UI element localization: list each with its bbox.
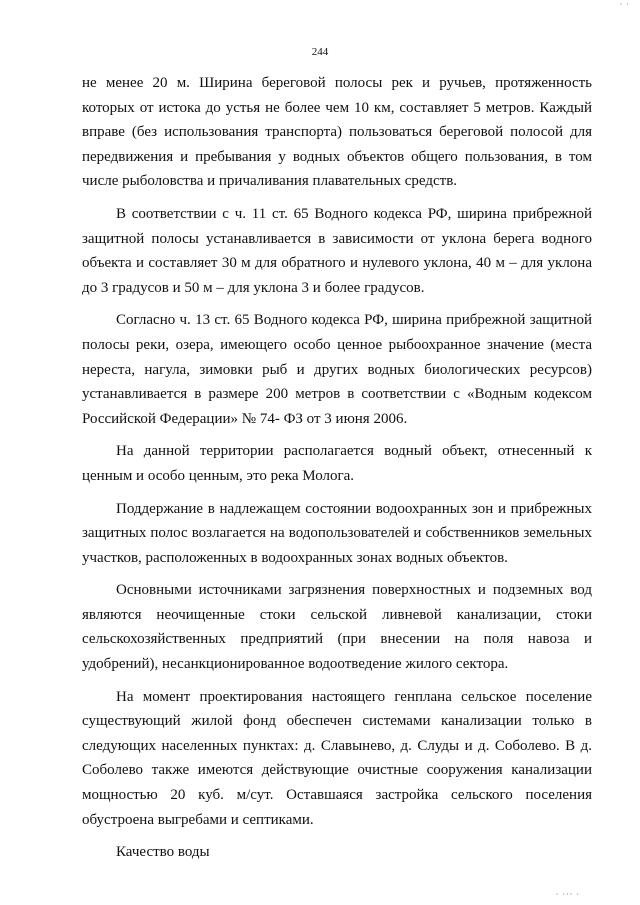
body-text bbox=[82, 71, 592, 865]
scan-mark-top: · · bbox=[619, 0, 630, 9]
paragraph-pollution-sources: Основными источниками загрязнения поверхностных и подземных вод являются неочищенные стоки сельской ливневой канализации, стоки сельскохозяйственных предприятий (при внесении на поля навоза и удобрений), несанкционированное водоотведение жилого сектора. bbox=[82, 582, 592, 673]
paragraph-maintenance: Поддержание в надлежащем состоянии водоохранных зон и прибрежных защитных полос возлагается на водопользователей и собственников земельных участков, расположенных в водоохранных зонах водных объектов. bbox=[82, 500, 592, 566]
paragraph-protective-strip-width: В соответствии с ч. 11 ст. 65 Водного кодекса РФ, ширина прибрежной защитной полосы устанавливается в зависимости от уклона берега водного объекта и составляет 30 м для обратного и нулевого уклона, 40 м – для уклона до 3 градусов и 50 м – для уклона 3 и более градусов. bbox=[82, 205, 592, 296]
paragraph-mologa-river: На данной территории располагается водный объект, отнесенный к ценным и особо ценным, это река Молога. bbox=[82, 443, 592, 484]
scan-mark-bottom: · ··· · bbox=[555, 890, 580, 899]
paragraph-fishery-value: Согласно ч. 13 ст. 65 Водного кодекса РФ, ширина прибрежной защитной полосы реки, озера, имеющего особо ценное рыбоохранное значение (места нереста, нагула, зимовки рыб и других водных биологических ресурсов) устанавливается в размере 200 метров в соответствии с «Водным кодексом Российской Федерации» № 74- ФЗ от 3 июня 2006. bbox=[82, 312, 592, 427]
paragraph-riverbank-strip: не менее 20 м. Ширина береговой полосы рек и ручьев, протяженность которых от истока до устья не более чем 10 км, составляет 5 метров. Каждый вправе (без использования транспорта) пользоваться береговой полосой для передвижения и пребывания у водных объектов общего пользования, в том числе рыболовства и причаливания плавательных средств. bbox=[82, 75, 592, 190]
page-number: 244 bbox=[311, 46, 329, 58]
paragraph-sewerage: На момент проектирования настоящего генплана сельское поселение существующий жилой фонд обеспечен системами канализации только в следующих населенных пунктах: д. Славынево, д. Слуды и д. Соболево. В д. Соболево также имеются действующие очистные сооружения канализации мощностью 20 куб. м/сут. Оставшаяся застройка сельского поселения обустроена выгребами и септиками. bbox=[82, 688, 592, 828]
section-heading-water-quality: Качество воды bbox=[116, 844, 210, 861]
